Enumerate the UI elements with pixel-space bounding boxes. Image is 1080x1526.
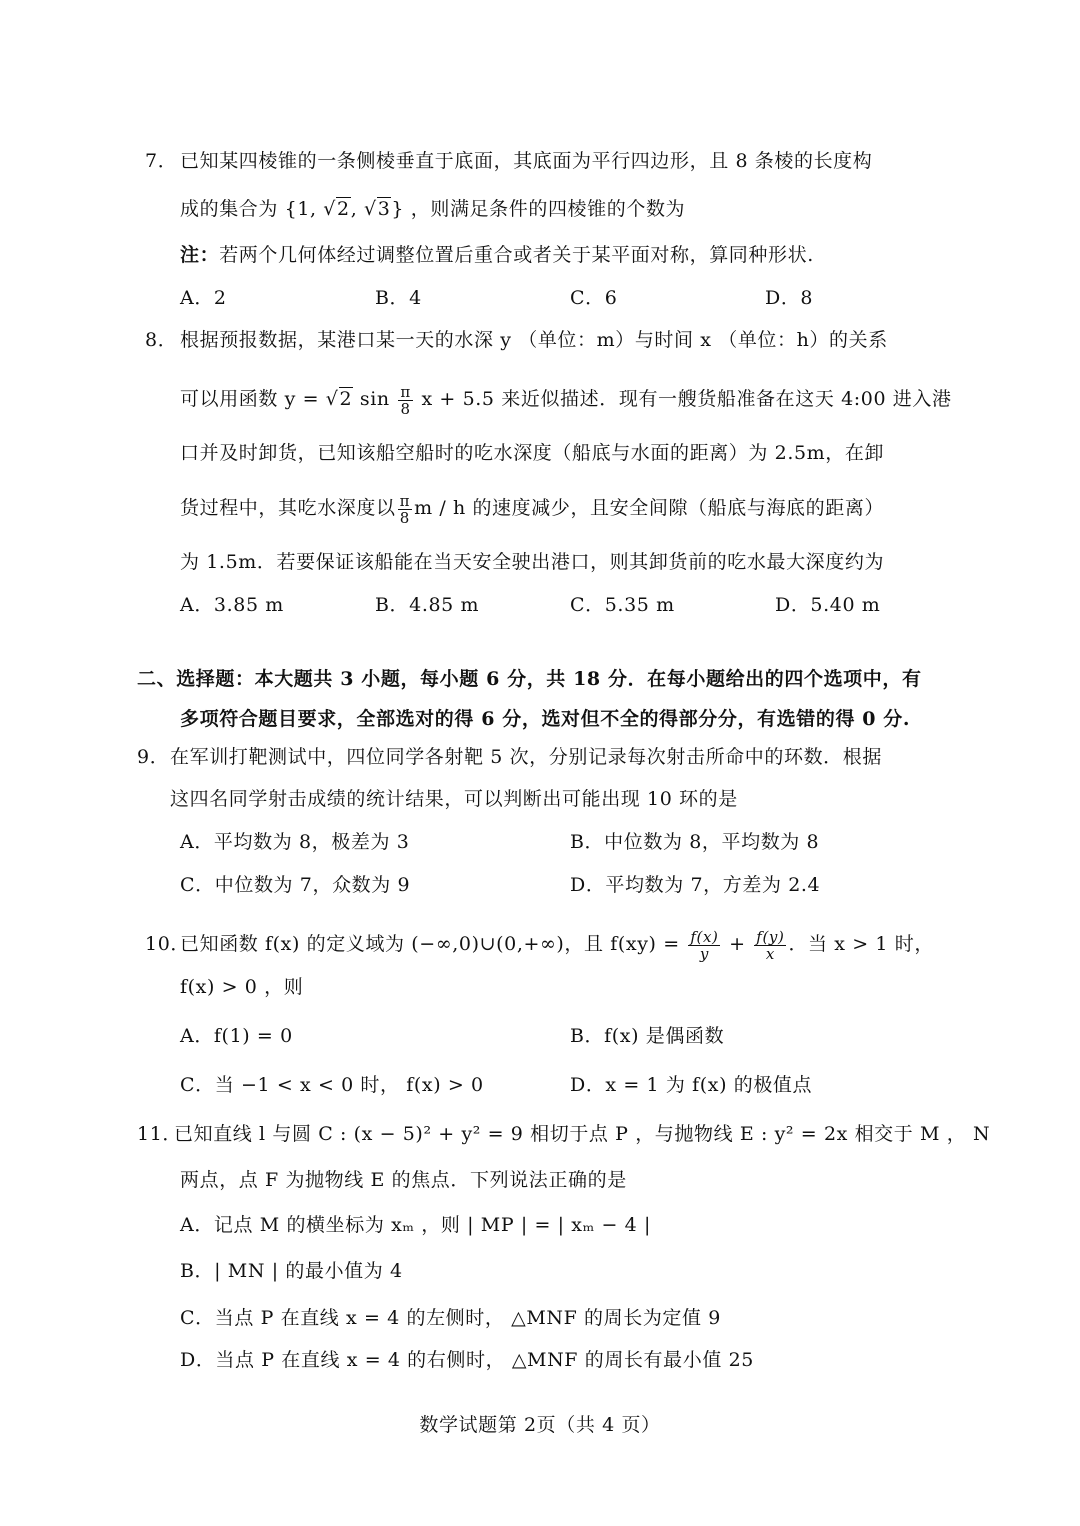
q8-line4 — [180, 488, 884, 528]
q8-option-d: D．5.40 m — [775, 594, 881, 616]
q7-sqrt3: 3 — [377, 198, 391, 220]
q7-note — [180, 242, 814, 268]
q7-line2-pre: 成的集合为 {1, — [180, 198, 324, 220]
q8-line4-pre: 货过程中，其吃水深度以 — [180, 497, 396, 519]
fraction-denominator: y — [699, 944, 709, 963]
q10-line1 — [180, 924, 934, 964]
q8-line5: 为 1.5m．若要保证该船能在当天安全驶出港口，则其卸货前的吃水最大深度约为 — [180, 551, 885, 573]
q10-number: 10． — [145, 933, 190, 955]
q8-option-b: B．4.85 m — [375, 594, 480, 616]
q10-option-c: C．当 −1 < x < 0 时， f(x) > 0 — [180, 1074, 484, 1096]
q10-line1-pre: 已知函数 f(x) 的定义域为 (−∞,0)∪(0,+∞)，且 f(xy) = — [180, 933, 687, 955]
q8-line4-post: m / h 的速度减少，且安全间隙（船底与海底的距离） — [414, 497, 885, 519]
q9-option-b: B．中位数为 8，平均数为 8 — [570, 831, 820, 853]
q9-option-d: D．平均数为 7，方差为 2.4 — [570, 874, 821, 896]
q7-option-c: C．6 — [570, 287, 618, 309]
sqrt-symbol: √ — [364, 198, 377, 220]
q10-option-d: D．x = 1 为 f(x) 的极值点 — [570, 1074, 813, 1096]
q8-sin: sin — [353, 388, 397, 410]
q10-option-a: A．f(1) = 0 — [180, 1025, 293, 1047]
q8-option-c: C．5.35 m — [570, 594, 675, 616]
q8-fraction-rate — [398, 493, 412, 526]
q10-fraction-fy-over-x — [754, 929, 786, 962]
q11-option-d: D．当点 P 在直线 x = 4 的右侧时， △MNF 的周长有最小值 25 — [180, 1349, 754, 1371]
sqrt-symbol: √ — [325, 388, 339, 410]
q7-note-text: 若两个几何体经过调整位置后重合或者关于某平面对称，算同种形状. — [219, 244, 814, 266]
q10-line1-post: ．当 x > 1 时， — [788, 933, 934, 955]
q7-line2-mid: , — [350, 198, 364, 220]
fraction-numerator: f(x) — [690, 927, 719, 946]
fraction-denominator: 8 — [400, 399, 411, 418]
q11-line1: 已知直线 l 与圆 C : (x − 5)² + y² = 9 相切于点 P ，与抛物线 E : y² = 2x 相交于 M ， N — [174, 1123, 991, 1145]
q8-fraction-pi-over-8 — [398, 384, 412, 417]
q8-number: 8． — [145, 329, 178, 351]
q8-line3: 口并及时卸货，已知该船空船时的吃水深度（船底与水面的距离）为 2.5m，在卸 — [180, 442, 885, 464]
q7-note-label: 注： — [180, 244, 220, 266]
sqrt-symbol: √ — [323, 198, 337, 220]
q8-line2 — [180, 379, 952, 419]
q7-sqrt2: 2 — [337, 198, 350, 220]
section2-heading-line2: 多项符合题目要求，全部选对的得 6 分，选对但不全的得部分分，有选错的得 0 分. — [180, 708, 911, 730]
q7-option-d: D．8 — [765, 287, 814, 309]
q9-number: 9． — [137, 746, 170, 768]
q9-line1: 在军训打靶测试中，四位同学各射靶 5 次，分别记录每次射击所命中的环数．根据 — [170, 746, 882, 768]
q11-option-c: C．当点 P 在直线 x = 4 的左侧时， △MNF 的周长为定值 9 — [180, 1307, 721, 1329]
q8-line2-pre: 可以用函数 y = — [180, 388, 326, 410]
q7-line2-post: } ，则满足条件的四棱锥的个数为 — [391, 198, 686, 220]
q10-fraction-fx-over-y — [688, 929, 720, 962]
q11-line2: 两点，点 F 为抛物线 E 的焦点．下列说法正确的是 — [180, 1169, 627, 1191]
q9-option-a: A．平均数为 8，极差为 3 — [180, 831, 410, 853]
q7-line1: 已知某四棱锥的一条侧棱垂直于底面，其底面为平行四边形，且 8 条棱的长度构 — [180, 150, 873, 172]
q9-line2: 这四名同学射击成绩的统计结果，可以判断出可能出现 10 环的是 — [170, 788, 738, 810]
q7-option-b: B．4 — [375, 287, 422, 309]
fraction-numerator: π — [400, 382, 411, 401]
q8-line2-post: x + 5.5 来近似描述．现有一艘货船准备在这天 4:00 进入港 — [414, 388, 952, 410]
fraction-denominator: x — [765, 944, 775, 963]
fraction-numerator: π — [399, 491, 411, 510]
q10-line2: f(x) > 0 ，则 — [180, 976, 304, 998]
q7-number: 7． — [145, 150, 178, 172]
q10-plus: + — [722, 933, 753, 955]
section2-heading-line1: 二、选择题：本大题共 3 小题，每小题 6 分，共 18 分．在每小题给出的四个选项中，有 — [137, 668, 922, 690]
q8-sqrt: 2 — [339, 388, 353, 410]
q7-option-a: A．2 — [180, 287, 227, 309]
q10-option-b: B．f(x) 是偶函数 — [570, 1025, 725, 1047]
fraction-denominator: 8 — [399, 508, 410, 527]
q11-option-b: B．| MN | 的最小值为 4 — [180, 1260, 403, 1282]
q8-option-a: A．3.85 m — [180, 594, 284, 616]
page-footer: 数学试题第 2页（共 4 页） — [419, 1414, 661, 1436]
q11-number: 11． — [137, 1123, 182, 1145]
q11-option-a: A．记点 M 的横坐标为 xₘ ，则 | MP | = | xₘ − 4 | — [180, 1214, 651, 1236]
q7-line2 — [180, 196, 685, 222]
q9-option-c: C．中位数为 7，众数为 9 — [180, 874, 411, 896]
q8-line1: 根据预报数据，某港口某一天的水深 y （单位：m）与时间 x （单位：h）的关系 — [180, 329, 888, 351]
fraction-numerator: f(y) — [756, 927, 785, 946]
